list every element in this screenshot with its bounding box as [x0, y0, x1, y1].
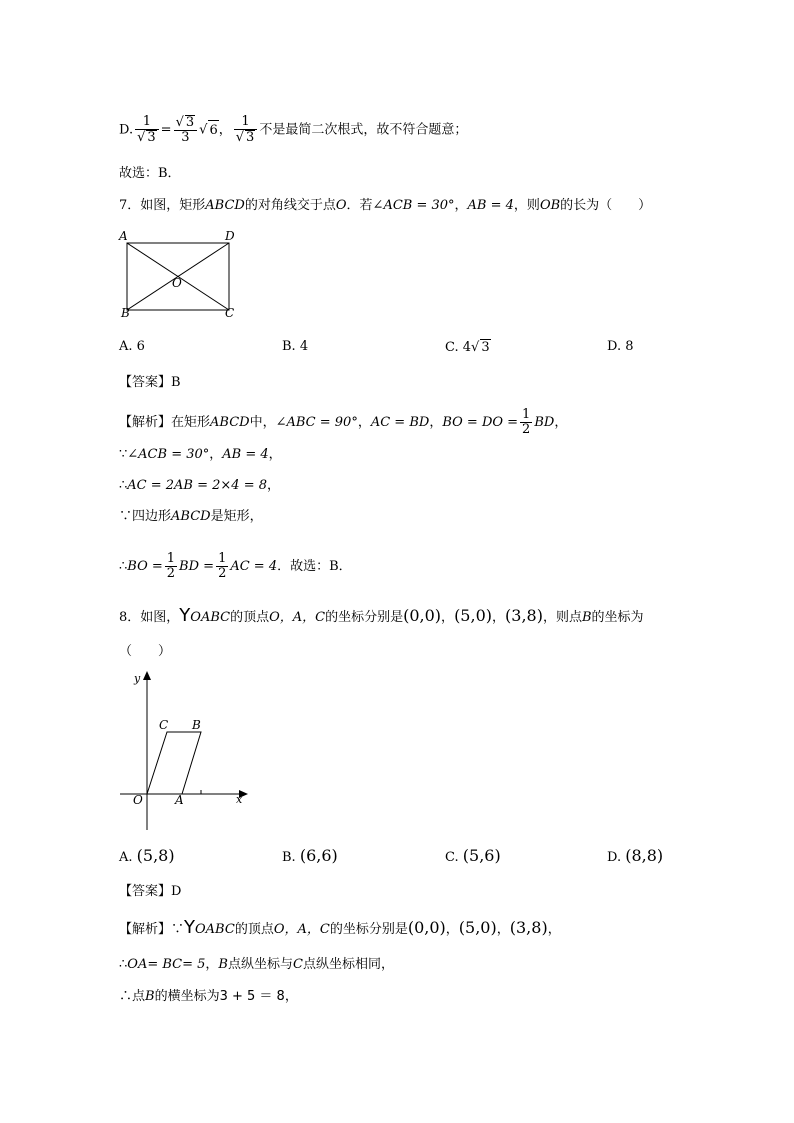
- fraction: $\frac{√ 3}{3}$: [174, 115, 198, 145]
- label-a: A: [119, 229, 128, 243]
- label-c: C: [225, 306, 235, 320]
- y-axis-arrow-icon: [143, 671, 151, 680]
- rectangle-figure: [115, 226, 245, 322]
- q8-analysis-line-3: ∴点B的横坐标为3 + 5 ＝ 8，: [119, 989, 298, 1004]
- q7-analysis-line-4: ∵四边形ABCD是矩形，: [119, 509, 263, 524]
- label-o: O: [133, 793, 143, 807]
- q7-analysis-line-1: 【解析】在矩形ABCD中，∠ABC = 90°，AC = BD，BO = DO = $\frac{1}{2}$ BD，: [119, 407, 568, 437]
- fraction: $\frac{1}{2}$: [218, 551, 227, 581]
- q7-analysis-line-2: ∵∠ACB = 30°，AB = 4，: [119, 447, 282, 462]
- label-o: O: [172, 276, 182, 290]
- q6-option-d: D. $\frac{1}{√ 3}$ = $\frac{√ 3}{3}$ √ 6， $\frac{1}{√ 3}$ 不是最简二次根式，故不符合题意；: [119, 114, 468, 145]
- parallelogram-oabc: [147, 732, 201, 794]
- q7-option-d: D. 8: [607, 339, 634, 354]
- q6-selection: 故选：B．: [119, 166, 181, 181]
- q7-option-a: A. 6: [119, 339, 145, 354]
- label-y: y: [134, 672, 141, 685]
- q8-analysis-line-2: ∴OA= BC= 5，B点纵坐标与C点纵坐标相同，: [119, 957, 394, 972]
- q7-option-c: C. 4√ 3: [445, 340, 490, 355]
- q7-analysis-line-5: ∴BO = $\frac{1}{2}$ BD = $\frac{1}{2}$ AC = 4．故选：B．: [119, 551, 352, 581]
- parallelogram-symbol: Y: [184, 917, 196, 938]
- fraction: $\frac{1}{2}$: [166, 551, 176, 581]
- fraction: $\frac{1}{√ 3}$: [135, 115, 159, 145]
- label-b: B: [121, 306, 130, 320]
- q7-answer: 【答案】B: [119, 375, 181, 390]
- q7-option-b: B. 4: [282, 339, 309, 354]
- fraction: $\frac{1}{√ 3}$: [234, 115, 258, 145]
- q8-option-d: D. (8,8): [607, 846, 664, 865]
- q7-stem: 7．如图，矩形ABCD的对角线交于点O．若∠ACB = 30°，AB = 4，则OB的长为（ ）: [119, 198, 652, 213]
- label-c: C: [159, 718, 169, 732]
- coordinate-figure: [115, 668, 255, 833]
- parallelogram-symbol: Y: [179, 605, 191, 626]
- q8-blank: （ ）: [119, 644, 172, 659]
- q8-analysis-line-1: 【解析】∵YOABC的顶点O，A，C的坐标分别是(0,0)，(5,0)，(3,8)，: [119, 917, 561, 938]
- q8-answer: 【答案】D: [119, 884, 182, 899]
- label-a: A: [175, 793, 184, 807]
- q8-option-b: B. (6,6): [282, 846, 338, 865]
- fraction: $\frac{1}{2}$: [522, 407, 531, 437]
- label-x: x: [236, 793, 243, 806]
- q7-analysis-line-3: ∴AC = 2AB = 2×4 = 8，: [119, 478, 281, 493]
- q8-option-c: C. (5,6): [445, 846, 501, 865]
- label-d: D: [225, 229, 235, 243]
- q8-option-a: A. (5,8): [119, 846, 175, 865]
- label-b: B: [192, 718, 201, 732]
- q8-stem: 8．如图，YOABC的顶点O，A，C的坐标分别是(0,0)，(5,0)，(3,8)，则点B的坐标为: [119, 605, 644, 626]
